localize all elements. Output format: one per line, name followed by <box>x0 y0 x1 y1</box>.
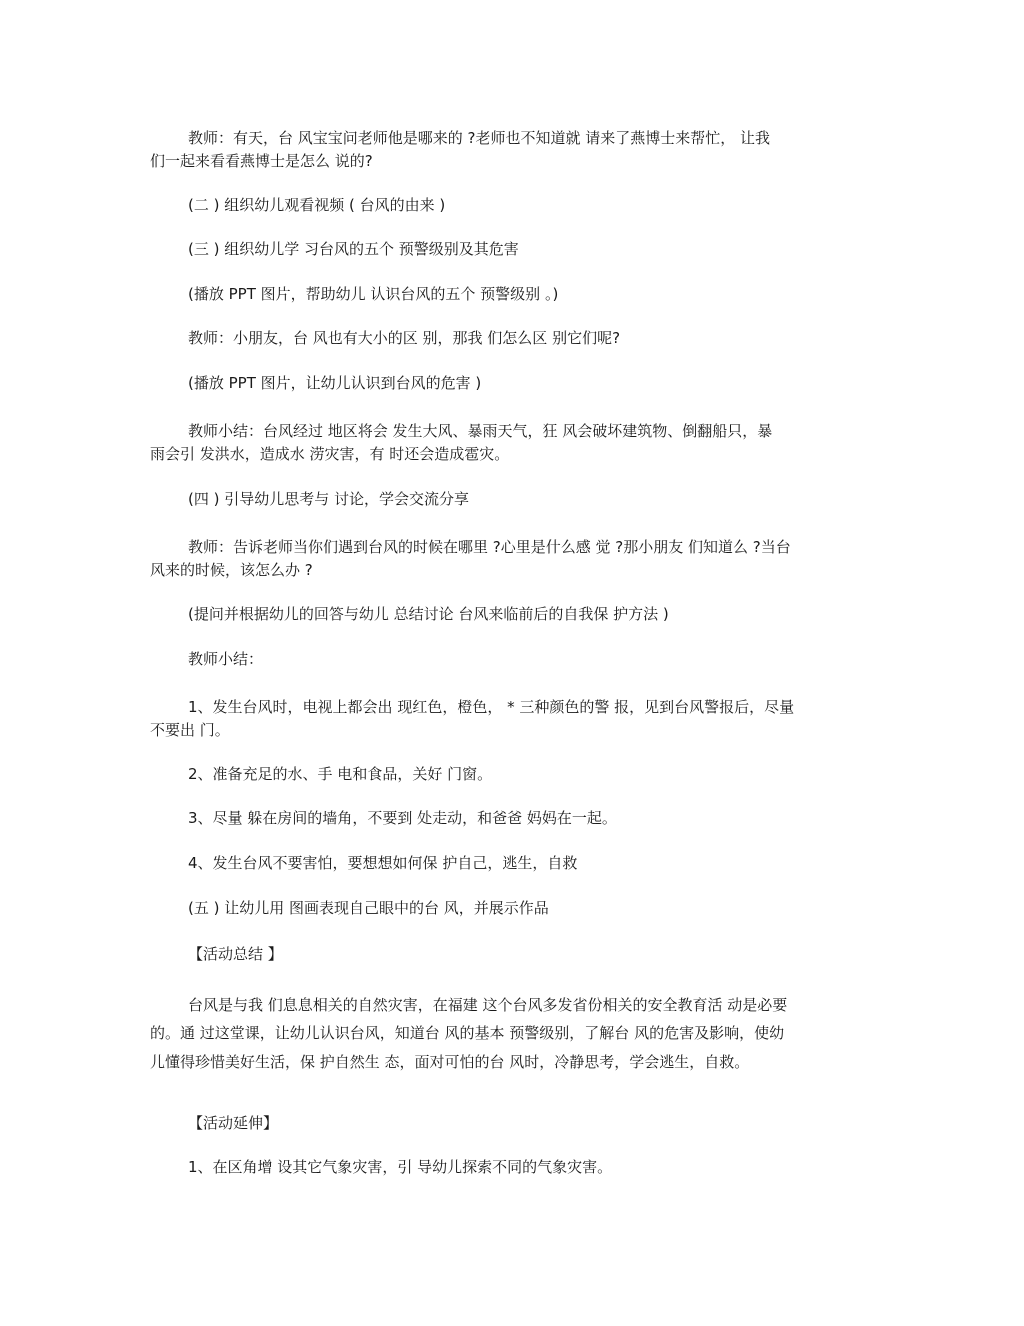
list-item: 4、发生台风不要害怕，要想想如何保 护自己，逃生，自救 <box>188 854 578 872</box>
paragraph-line: 风来的时候，该怎么办 ? <box>150 561 313 579</box>
list-item: 2、准备充足的水、手 电和食品，关好 门窗。 <box>188 765 493 783</box>
paragraph-line: 雨会引 发洪水，造成水 涝灾害，有 时还会造成雹灾。 <box>150 445 510 463</box>
section-heading: (三 ) 组织幼儿学 习台风的五个 预警级别及其危害 <box>188 240 519 258</box>
paragraph-line: 教师：有天，台 风宝宝问老师他是哪来的 ?老师也不知道就 请来了燕博士来帮忙， 让我 <box>188 129 771 147</box>
list-item: 1、发生台风时，电视上都会出 现红色，橙色， * 三种颜色的警 报，见到台风警报后，尽量 <box>188 698 795 716</box>
list-item: 1、在区角增 设其它气象灾害，引 导幼儿探索不同的气象灾害。 <box>188 1158 613 1176</box>
paragraph-line: 教师：告诉老师当你们遇到台风的时候在哪里 ?心里是什么感 觉 ?那小朋友 们知道么 ?当台 <box>188 538 791 556</box>
paragraph-line: (播放 PPT 图片，让幼儿认识到台风的危害 ) <box>188 374 482 392</box>
list-item: 不要出 门。 <box>150 721 230 739</box>
paragraph-line: 台风是与我 们息息相关的自然灾害，在福建 这个台风多发省份相关的安全教育活 动是必要 <box>188 996 788 1014</box>
section-title: 【活动延伸】 <box>188 1114 279 1132</box>
paragraph-line: 教师小结：台风经过 地区将会 发生大风、暴雨天气，狂 风会破坏建筑物、倒翻船只，暴 <box>188 422 773 440</box>
paragraph-line: 儿懂得珍惜美好生活，保 护自然生 态，面对可怕的台 风时，冷静思考，学会逃生，自救。 <box>150 1053 750 1071</box>
paragraph-line: (提问并根据幼儿的回答与幼儿 总结讨论 台风来临前后的自我保 护方法 ) <box>188 605 669 623</box>
section-title: 【活动总结 】 <box>188 945 283 963</box>
list-item: 3、尽量 躲在房间的墙角，不要到 处走动，和爸爸 妈妈在一起。 <box>188 809 617 827</box>
paragraph-line: 的。通 过这堂课，让幼儿认识台风，知道台 风的基本 预警级别，了解台 风的危害及影响，使幼 <box>150 1024 785 1042</box>
paragraph-line: 们一起来看看燕博士是怎么 说的? <box>150 152 373 170</box>
paragraph-line: (播放 PPT 图片，帮助幼儿 认识台风的五个 预警级别 。) <box>188 285 559 303</box>
section-heading: (四 ) 引导幼儿思考与 讨论，学会交流分享 <box>188 490 470 508</box>
paragraph-line: 教师小结： <box>188 650 264 668</box>
paragraph-line: 教师：小朋友，台 风也有大小的区 别，那我 们怎么区 别它们呢? <box>188 329 621 347</box>
section-heading: (五 ) 让幼儿用 图画表现自己眼中的台 风，并展示作品 <box>188 899 549 917</box>
section-heading: (二 ) 组织幼儿观看视频 ( 台风的由来 ) <box>188 196 446 214</box>
